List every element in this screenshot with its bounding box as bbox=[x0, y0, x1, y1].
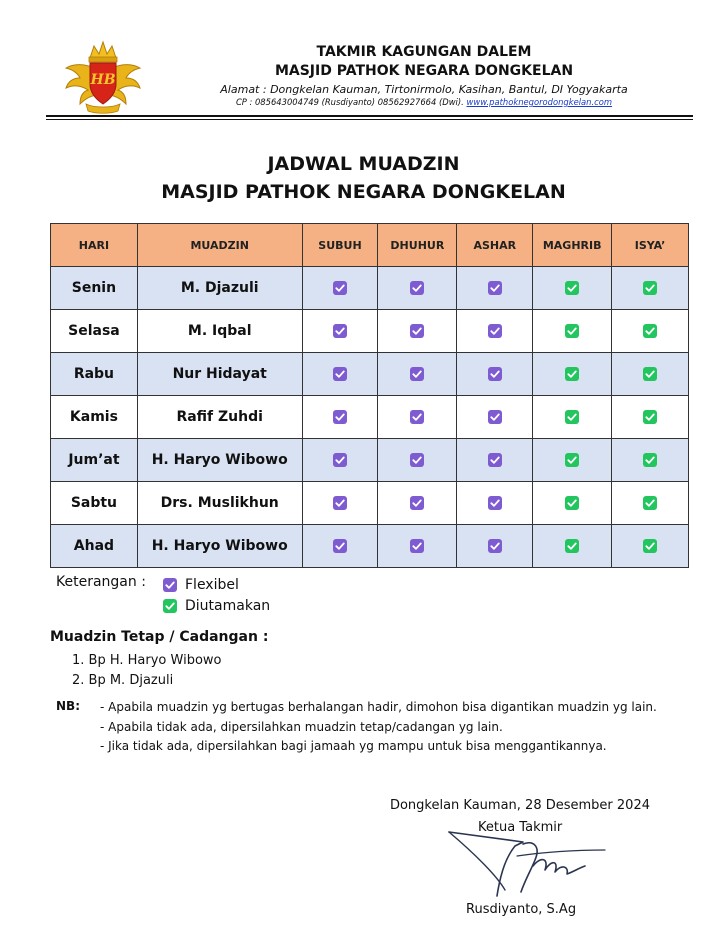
green-check-box-icon bbox=[643, 496, 657, 510]
green-check-box-icon bbox=[643, 281, 657, 295]
prayer-cell bbox=[378, 267, 457, 310]
purple-check-box-icon bbox=[410, 367, 424, 381]
prayer-cell bbox=[378, 396, 457, 439]
table-row bbox=[51, 267, 689, 310]
prayer-cell bbox=[533, 482, 612, 525]
purple-check-box-icon bbox=[410, 453, 424, 467]
list-item: 2. Bp M. Djazuli bbox=[72, 673, 174, 688]
nb-list bbox=[100, 698, 657, 757]
purple-check-box-icon bbox=[488, 453, 502, 467]
prayer-cell bbox=[457, 525, 533, 568]
green-check-box-icon bbox=[643, 410, 657, 424]
document-title: JADWAL MUADZIN bbox=[267, 153, 460, 175]
purple-check-box-icon bbox=[333, 281, 347, 295]
day-cell: Sabtu bbox=[51, 482, 138, 525]
prayer-cell bbox=[457, 482, 533, 525]
muadzin-cell: Nur Hidayat bbox=[137, 353, 302, 396]
green-check-box-icon bbox=[163, 599, 177, 613]
purple-check-box-icon bbox=[163, 578, 177, 592]
document-subtitle: MASJID PATHOK NEGARA DONGKELAN bbox=[161, 181, 566, 203]
table-row bbox=[51, 353, 689, 396]
green-check-box-icon bbox=[565, 410, 579, 424]
green-check-box-icon bbox=[565, 453, 579, 467]
prayer-cell bbox=[378, 353, 457, 396]
prayer-cell bbox=[533, 439, 612, 482]
prayer-cell bbox=[533, 525, 612, 568]
green-check-box-icon bbox=[643, 367, 657, 381]
schedule-table bbox=[50, 223, 689, 568]
muadzin-cell: H. Haryo Wibowo bbox=[137, 525, 302, 568]
muadzin-cell: Rafif Zuhdi bbox=[137, 396, 302, 439]
green-check-box-icon bbox=[565, 281, 579, 295]
prayer-cell bbox=[302, 482, 378, 525]
purple-check-box-icon bbox=[488, 496, 502, 510]
green-check-box-icon bbox=[565, 367, 579, 381]
day-cell: Selasa bbox=[51, 310, 138, 353]
table-row bbox=[51, 525, 689, 568]
muadzin-tetap-list bbox=[72, 651, 222, 691]
org-name-line2: MASJID PATHOK NEGARA DONGKELAN bbox=[274, 63, 574, 79]
list-item: 1. Bp H. Haryo Wibowo bbox=[72, 653, 222, 668]
prayer-cell bbox=[378, 482, 457, 525]
letterhead-rule-thin bbox=[46, 119, 693, 120]
green-check-box-icon bbox=[565, 539, 579, 553]
table-row bbox=[51, 396, 689, 439]
prayer-cell bbox=[612, 525, 689, 568]
header-subuh: SUBUH bbox=[302, 224, 378, 267]
prayer-cell bbox=[457, 310, 533, 353]
header-isya: ISYA’ bbox=[612, 224, 689, 267]
nb-item: - Apabila muadzin yg bertugas berhalangan hadir, dimohon bisa digantikan muadzin yg lain. bbox=[100, 700, 657, 714]
prayer-cell bbox=[457, 396, 533, 439]
prayer-cell bbox=[612, 482, 689, 525]
purple-check-box-icon bbox=[410, 496, 424, 510]
muadzin-cell: M. Iqbal bbox=[137, 310, 302, 353]
prayer-cell bbox=[302, 353, 378, 396]
header-ashar: ASHAR bbox=[457, 224, 533, 267]
purple-check-box-icon bbox=[333, 324, 347, 338]
purple-check-box-icon bbox=[488, 281, 502, 295]
green-check-box-icon bbox=[643, 453, 657, 467]
purple-check-box-icon bbox=[488, 324, 502, 338]
header-hari: HARI bbox=[51, 224, 138, 267]
header-muadzin: MUADZIN bbox=[137, 224, 302, 267]
prayer-cell bbox=[612, 267, 689, 310]
nb-item: - Jika tidak ada, dipersilahkan bagi jamaah yg mampu untuk bisa menggantikannya. bbox=[100, 739, 607, 753]
green-check-box-icon bbox=[643, 324, 657, 338]
prayer-cell bbox=[302, 525, 378, 568]
signature-name: Rusdiyanto, S.Ag bbox=[466, 902, 577, 917]
nb-label: NB: bbox=[56, 699, 80, 713]
org-name-line1: TAKMIR KAGUNGAN DALEM bbox=[316, 44, 532, 60]
legend-diutamakan bbox=[163, 598, 270, 614]
crest-lettering: HB bbox=[90, 72, 116, 88]
green-check-box-icon bbox=[565, 324, 579, 338]
header-dhuhur: DHUHUR bbox=[378, 224, 457, 267]
legend-diutamakan-label: Diutamakan bbox=[185, 598, 271, 614]
purple-check-box-icon bbox=[488, 539, 502, 553]
contact-phones: CP : 085643004749 (Rusdiyanto) 08562927664 (Dwi). bbox=[235, 97, 464, 107]
prayer-cell bbox=[533, 396, 612, 439]
prayer-cell bbox=[457, 353, 533, 396]
org-contact bbox=[150, 97, 698, 107]
prayer-cell bbox=[378, 310, 457, 353]
day-cell: Senin bbox=[51, 267, 138, 310]
prayer-cell bbox=[378, 439, 457, 482]
handwritten-signature bbox=[445, 826, 615, 904]
prayer-cell bbox=[457, 267, 533, 310]
green-check-box-icon bbox=[565, 496, 579, 510]
crest-logo bbox=[62, 34, 144, 116]
muadzin-cell: Drs. Muslikhun bbox=[137, 482, 302, 525]
table-row bbox=[51, 482, 689, 525]
prayer-cell bbox=[533, 353, 612, 396]
legend-flexibel-label: Flexibel bbox=[185, 577, 239, 593]
legend-label: Keterangan : bbox=[56, 574, 146, 590]
header-maghrib: MAGHRIB bbox=[533, 224, 612, 267]
prayer-cell bbox=[302, 439, 378, 482]
prayer-cell bbox=[378, 525, 457, 568]
muadzin-cell: M. Djazuli bbox=[137, 267, 302, 310]
purple-check-box-icon bbox=[333, 367, 347, 381]
table-row bbox=[51, 439, 689, 482]
purple-check-box-icon bbox=[410, 410, 424, 424]
muadzin-tetap-title: Muadzin Tetap / Cadangan : bbox=[50, 629, 269, 645]
table-row bbox=[51, 310, 689, 353]
prayer-cell bbox=[302, 267, 378, 310]
org-address: Alamat : Dongkelan Kauman, Tirtonirmolo, Kasihan, Bantul, DI Yogyakarta bbox=[220, 83, 628, 96]
prayer-cell bbox=[612, 353, 689, 396]
purple-check-box-icon bbox=[333, 539, 347, 553]
purple-check-box-icon bbox=[410, 281, 424, 295]
table-header-row bbox=[51, 224, 689, 267]
legend-flexibel bbox=[163, 577, 239, 593]
day-cell: Kamis bbox=[51, 396, 138, 439]
prayer-cell bbox=[612, 396, 689, 439]
day-cell: Rabu bbox=[51, 353, 138, 396]
prayer-cell bbox=[533, 267, 612, 310]
purple-check-box-icon bbox=[333, 453, 347, 467]
nb-item: - Apabila tidak ada, dipersilahkan muadzin tetap/cadangan yg lain. bbox=[100, 719, 503, 734]
purple-check-box-icon bbox=[410, 539, 424, 553]
purple-check-box-icon bbox=[333, 410, 347, 424]
purple-check-box-icon bbox=[333, 496, 347, 510]
website-link[interactable]: www.pathoknegorodongkelan.com bbox=[466, 97, 613, 107]
prayer-cell bbox=[457, 439, 533, 482]
signature-place-date: Dongkelan Kauman, 28 Desember 2024 bbox=[389, 798, 650, 813]
green-check-box-icon bbox=[643, 539, 657, 553]
prayer-cell bbox=[612, 439, 689, 482]
letterhead-rule bbox=[46, 115, 693, 117]
prayer-cell bbox=[612, 310, 689, 353]
prayer-cell bbox=[302, 310, 378, 353]
prayer-cell bbox=[533, 310, 612, 353]
day-cell: Jum’at bbox=[51, 439, 138, 482]
purple-check-box-icon bbox=[488, 410, 502, 424]
day-cell: Ahad bbox=[51, 525, 138, 568]
prayer-cell bbox=[302, 396, 378, 439]
signature-role: Ketua Takmir bbox=[478, 820, 563, 835]
purple-check-box-icon bbox=[410, 324, 424, 338]
muadzin-cell: H. Haryo Wibowo bbox=[137, 439, 302, 482]
purple-check-box-icon bbox=[488, 367, 502, 381]
